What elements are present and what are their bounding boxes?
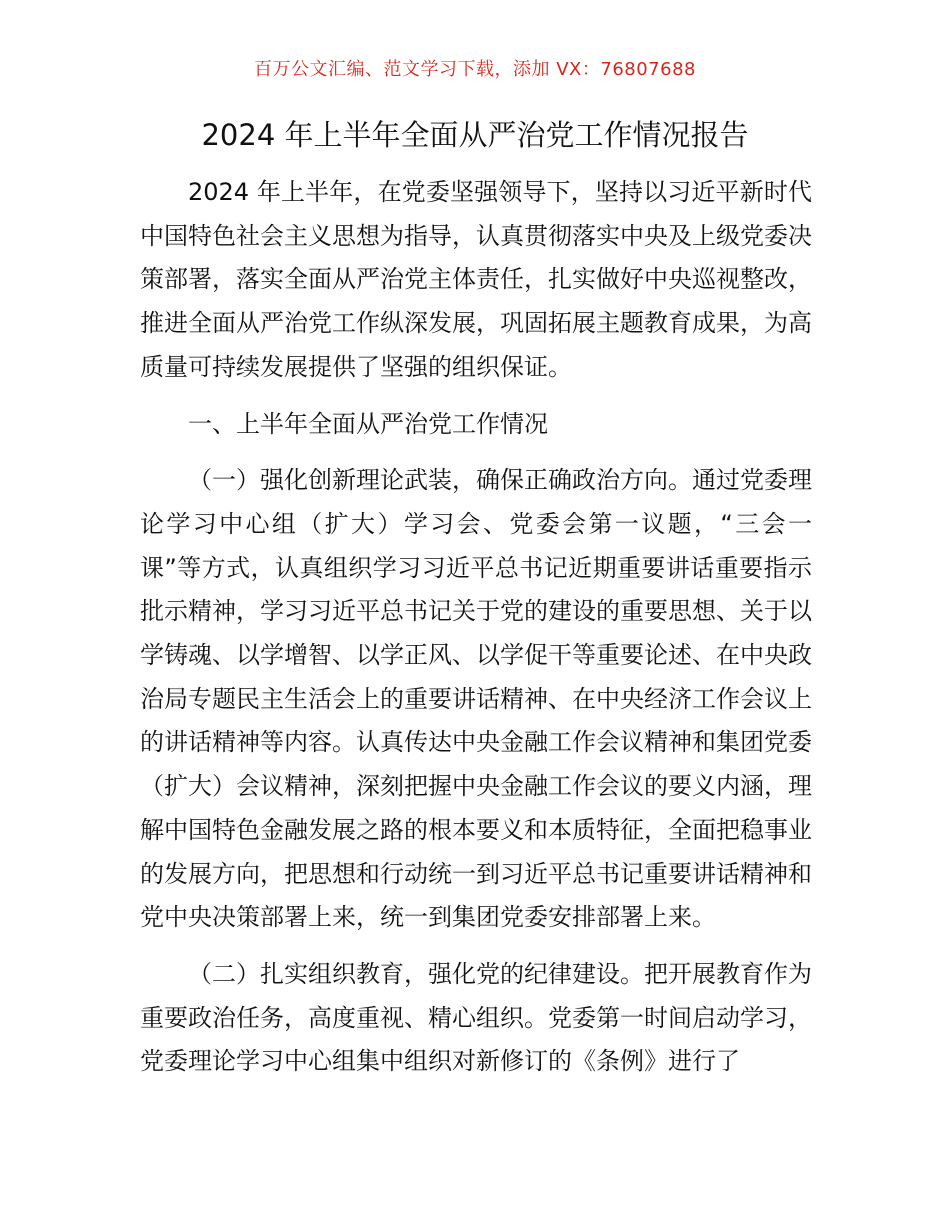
document-title: 2024 年上半年全面从严治党工作情况报告 <box>201 118 749 152</box>
intro-paragraph: 2024 年上半年，在党委坚强领导下，坚持以习近平新时代中国特色社会主义思想为指导，认真贯彻落实中央及上级党委决策部署，落实全面从严治党主体责任，扎实做好中央巡视整改，推进全面从严治党工作纵深发展，巩固拓展主题教育成果，为高质量可持续发展提供了坚强的组织保证。 <box>140 178 812 381</box>
header-banner: 百万公文汇编、范文学习下载，添加 VX：76807688 <box>254 59 696 80</box>
document-body <box>140 171 812 1084</box>
subsection-paragraph-1: （一）强化创新理论武装，确保正确政治方向。通过党委理论学习中心组（扩大）学习会、党委会第一议题，“三会一课”等方式，认真组织学习习近平总书记近期重要讲话重要指示批示精神，学习习近平总书记关于党的建设的重要思想、关于以学铸魂、以学增智、以学正风、以学促干等重要论述、在中央政治局专题民主生活会上的重要讲话精神、在中央经济工作会议上的讲话精神等内容。认真传达中央金融工作会议精神和集团党委（扩大）会议精神，深刻把握中央金融工作会议的要义内涵，理解中国特色金融发展之路的根本要义和本质特征，全面把稳事业的发展方向，把思想和行动统一到习近平总书记重要讲话精神和党中央决策部署上来，统一到集团党委安排部署上来。 <box>140 466 812 932</box>
section-heading-1: 一、上半年全面从严治党工作情况 <box>188 409 548 438</box>
subsection-paragraph-2: （二）扎实组织教育，强化党的纪律建设。把开展教育作为重要政治任务，高度重视、精心组织。党委第一时间启动学习，党委理论学习中心组集中组织对新修订的《条例》进行了 <box>140 959 812 1076</box>
